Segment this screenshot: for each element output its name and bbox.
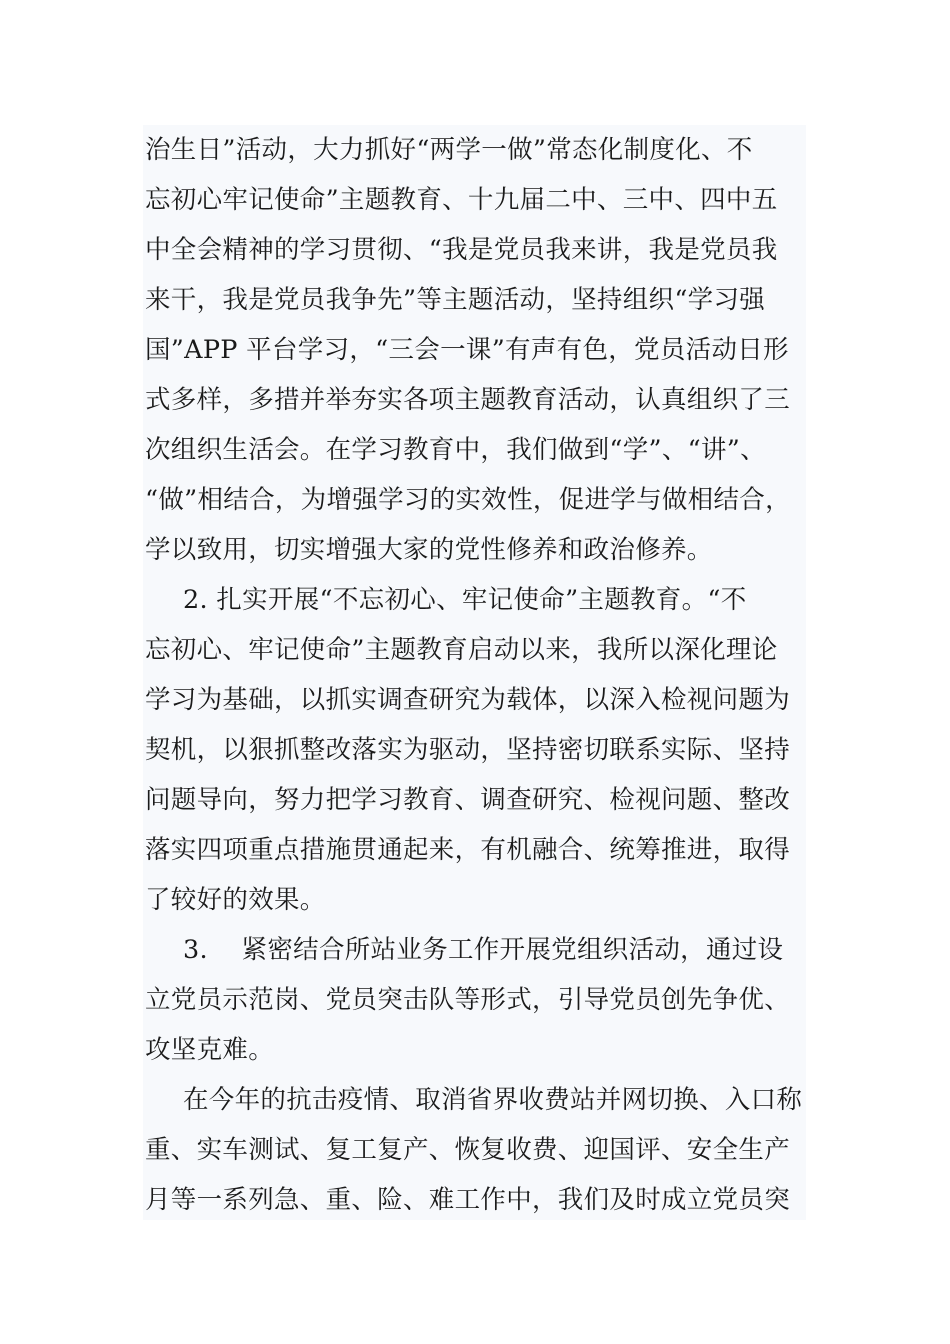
text-line: 月等一系列急、重、险、难工作中，我们及时成立党员突 [145,1185,791,1215]
text-line: 式多样，多措并举夯实各项主题教育活动，认真组织了三 [145,385,791,415]
text-block [143,125,806,1220]
text-line: “做”相结合，为增强学习的实效性，促进学与做相结合， [145,485,791,515]
text-line: 了较好的效果。 [145,885,326,915]
text-line: 攻坚克难。 [145,1035,275,1065]
text-line: 次组织生活会。在学习教育中，我们做到“学”、“讲”、 [145,435,766,465]
text-line: 落实四项重点措施贯通起来，有机融合、统筹推进，取得 [145,835,791,865]
text-line: 忘初心、牢记使命”主题教育启动以来，我所以深化理论 [145,635,778,665]
text-line: 学以致用，切实增强大家的党性修养和政治修养。 [145,535,713,565]
text-line: 中全会精神的学习贯彻、“我是党员我来讲，我是党员我 [145,235,778,265]
text-line: 问题导向，努力把学习教育、调查研究、检视问题、整改 [145,785,791,815]
text-line: 忘初心牢记使命”主题教育、十九届二中、三中、四中五 [145,185,778,215]
text-line: 立党员示范岗、党员突击队等形式，引导党员创先争优、 [145,985,791,1015]
text-line: 重、实车测试、复工复产、恢复收费、迎国评、安全生产 [145,1135,791,1165]
text-line: 学习为基础，以抓实调查研究为载体，以深入检视问题为 [145,685,791,715]
text-line: 治生日”活动，大力抓好“两学一做”常态化制度化、不 [145,135,753,165]
text-line: 在今年的抗击疫情、取消省界收费站并网切换、入口称 [183,1085,803,1115]
text-line: 2. 扎实开展“不忘初心、牢记使命”主题教育。“不 [183,585,747,615]
text-line: 来干，我是党员我争先”等主题活动，坚持组织“学习强 [145,285,766,315]
text-line: 3. 紧密结合所站业务工作开展党组织活动，通过设 [183,935,784,965]
text-line: 契机，以狠抓整改落实为驱动，坚持密切联系实际、坚持 [145,735,791,765]
text-line: 国”APP 平台学习，“三会一课”有声有色，党员活动日形 [145,335,789,365]
